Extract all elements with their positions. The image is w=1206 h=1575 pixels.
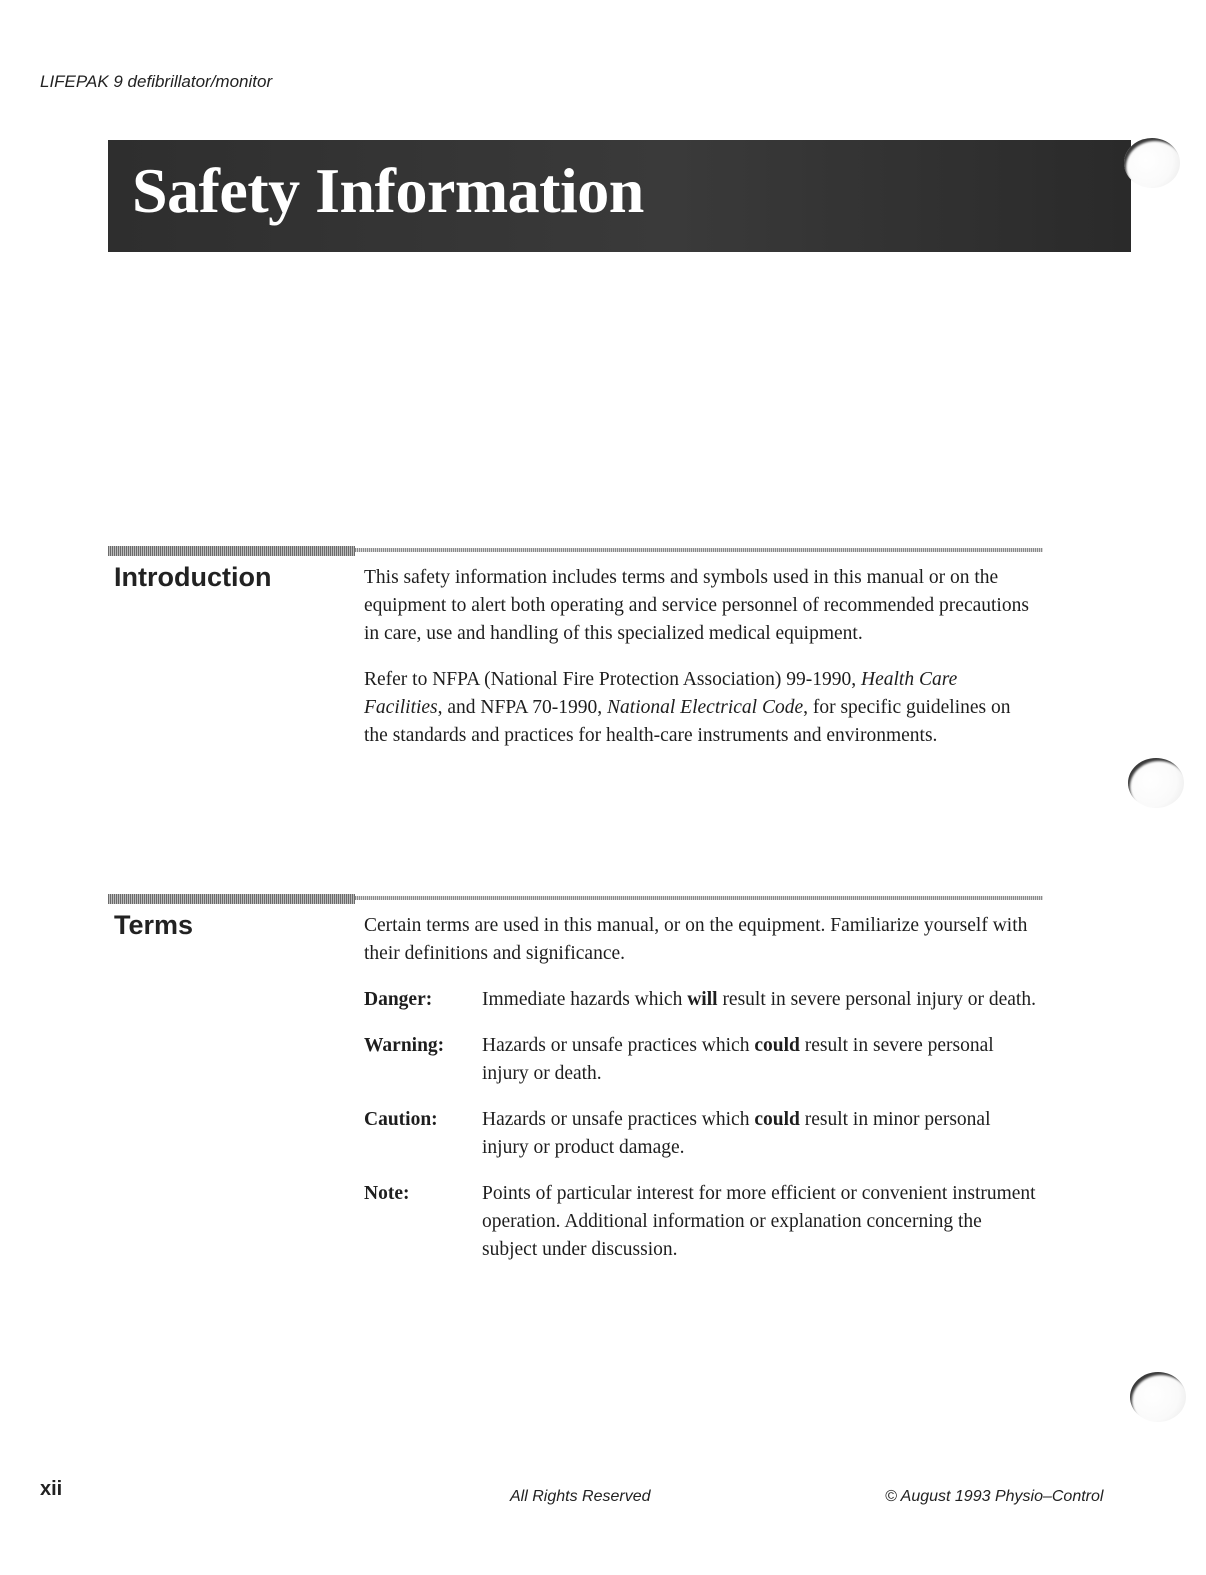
paragraph-2-lead: Refer to NFPA (National Fire Protection Association) 99-1990,: [364, 669, 862, 690]
term-label: Note:: [364, 1183, 410, 1204]
term-definition: [482, 1180, 1036, 1264]
term-danger: [364, 986, 1036, 1014]
section-divider-terms: [108, 894, 1043, 904]
term-definition: [482, 1106, 1036, 1162]
terms-heading: Terms: [114, 910, 194, 940]
section-divider-introduction: [108, 546, 1043, 556]
terms-body: [364, 912, 1036, 1282]
term-label: Warning:: [364, 1035, 445, 1056]
term-definition: [482, 1032, 1036, 1088]
term-label: Caution:: [364, 1109, 438, 1130]
term-def-text: Hazards or unsafe practices which: [482, 1109, 755, 1130]
national-electrical-code-title: National Electrical Code: [607, 697, 804, 718]
introduction-body: [364, 564, 1036, 768]
term-def-emphasis: will: [687, 989, 718, 1010]
divider-heavy-segment: [108, 546, 355, 556]
binder-hole-top: [1124, 138, 1180, 188]
term-def-text: Immediate hazards which: [482, 989, 688, 1010]
divider-light-segment: [355, 548, 1043, 552]
term-def-text: Points of particular interest for more efficient or convenient instrument operation. Additional information or explanation concerning the subject under discussion.: [482, 1183, 1036, 1260]
term-def-emphasis: could: [754, 1035, 800, 1056]
term-def-text: result in severe personal injury or death.: [717, 989, 1036, 1010]
divider-heavy-segment: [108, 894, 355, 904]
term-definition: [482, 986, 1036, 1014]
binder-hole-bottom: [1130, 1372, 1186, 1422]
chapter-title: Safety Information: [132, 155, 644, 226]
paragraph-2-tail: , for specific guidelines on the standards and practices for health-care instruments and environments.: [364, 697, 1011, 746]
page-number: xii: [40, 1478, 63, 1500]
term-caution: [364, 1106, 1036, 1162]
health-care-facilities-title: Health Care Facilities: [364, 669, 958, 718]
divider-light-segment: [355, 896, 1043, 900]
paragraph-2-mid: , and NFPA 70-1990,: [437, 697, 608, 718]
chapter-title-bar: [108, 140, 1131, 252]
term-note: [364, 1180, 1036, 1264]
term-def-text: Hazards or unsafe practices which: [482, 1035, 755, 1056]
running-header: LIFEPAK 9 defibrillator/monitor: [40, 72, 273, 91]
introduction-paragraph-1: This safety information includes terms and symbols used in this manual or on the equipment to alert both operating and service personnel of recommended precautions in care, use and handling of this specialized medical equipment.: [364, 567, 1029, 644]
term-def-text: result in minor personal injury or product damage.: [482, 1109, 991, 1158]
binder-hole-middle: [1128, 758, 1184, 808]
term-label: Danger:: [364, 989, 433, 1010]
terms-intro: Certain terms are used in this manual, or on the equipment. Familiarize yourself with their definitions and significance.: [364, 915, 1028, 964]
introduction-heading: Introduction: [114, 562, 272, 592]
term-def-emphasis: could: [754, 1109, 800, 1130]
term-def-text: result in severe personal injury or death.: [482, 1035, 994, 1084]
term-warning: [364, 1032, 1036, 1088]
rights-notice: All Rights Reserved: [510, 1488, 651, 1505]
copyright-notice: © August 1993 Physio–Control: [885, 1488, 1104, 1505]
introduction-paragraph-2: [364, 666, 1036, 750]
